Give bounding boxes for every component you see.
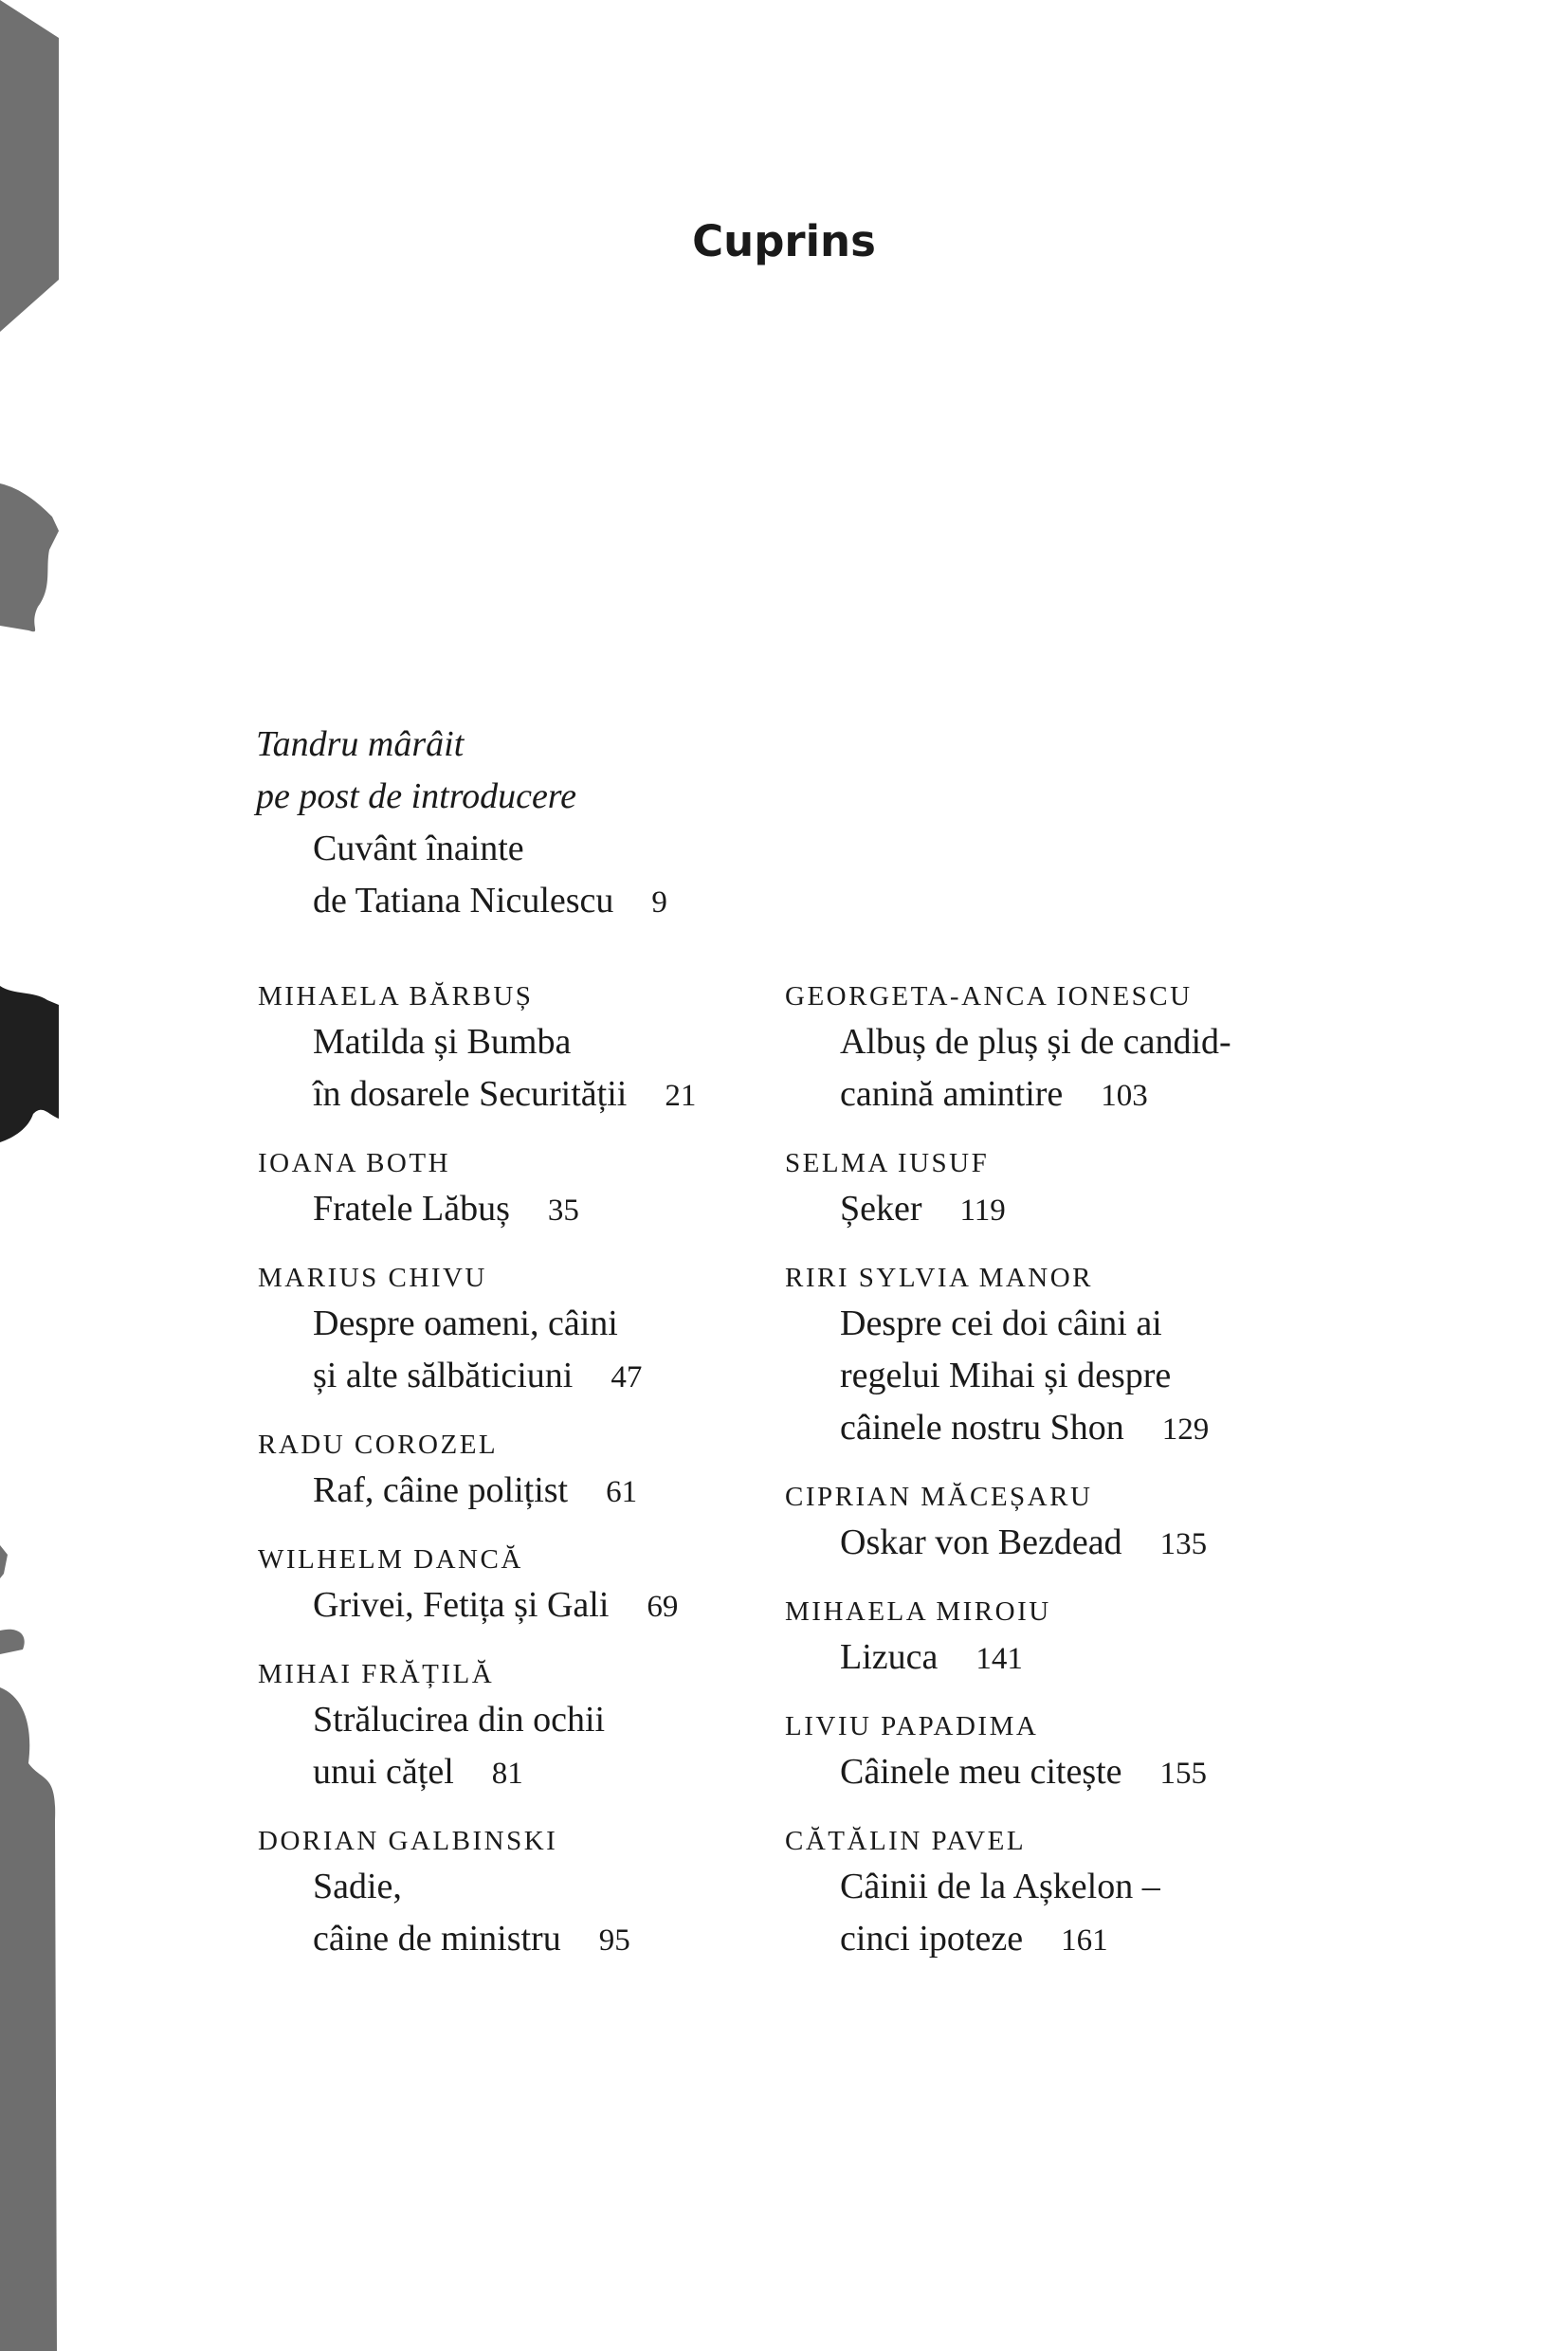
- chapter-title-text: câine de ministru: [313, 1919, 561, 1959]
- author-name: MIHAELA MIROIU: [785, 1596, 1051, 1627]
- chapter-title-text: Despre oameni, câini: [313, 1303, 618, 1343]
- chapter-title-line: [258, 1016, 696, 1068]
- page-number: 9: [651, 885, 667, 920]
- toc-entry: [258, 976, 696, 1122]
- page-number: 95: [598, 1923, 630, 1958]
- chapter-title-text: Câinele meu citește: [840, 1752, 1122, 1792]
- toc-entry: [785, 1477, 1231, 1571]
- toc-column-right: [785, 976, 1231, 1988]
- toc-entry: [258, 1821, 696, 1967]
- chapter-title-line: [785, 1068, 1231, 1122]
- chapter-title-line: [785, 1746, 1231, 1800]
- chapter-title-text: Strălucirea din ochii: [313, 1700, 606, 1740]
- page-number: 47: [611, 1360, 643, 1394]
- edge-illustration: [0, 0, 66, 2351]
- toc-entry: [785, 1143, 1231, 1237]
- chapter-title-text: Grivei, Fetița și Gali: [313, 1585, 610, 1625]
- intro-heading-line: Tandru mârâit: [256, 724, 465, 764]
- chapter-title-line: [258, 1068, 696, 1122]
- toc-entry: [785, 1258, 1231, 1456]
- chapter-title-text: și alte sălbăticiuni: [313, 1356, 574, 1395]
- toc-entry: [258, 1654, 696, 1800]
- chapter-title-text: în dosarele Securității: [313, 1074, 628, 1114]
- author-name: IOANA BOTH: [258, 1148, 451, 1178]
- toc-entry: [258, 1258, 696, 1404]
- chapter-title-text: Lizuca: [840, 1637, 939, 1677]
- chapter-title-text: Despre cei doi câini ai: [840, 1303, 1162, 1343]
- chapter-title-text: Sadie,: [313, 1867, 402, 1906]
- author-name: MIHAELA BĂRBUȘ: [258, 981, 534, 1011]
- chapter-title-text: Matilda și Bumba: [313, 1022, 572, 1062]
- chapter-title-text: Oskar von Bezdead: [840, 1522, 1122, 1562]
- chapter-title-line: [785, 1016, 1231, 1068]
- toc-entry: [785, 1706, 1231, 1800]
- page-number: 141: [975, 1642, 1023, 1676]
- author-name: SELMA IUSUF: [785, 1148, 990, 1178]
- page-number: 155: [1159, 1757, 1208, 1791]
- page-number: 119: [959, 1194, 1006, 1228]
- page-number: 129: [1161, 1412, 1210, 1447]
- chapter-title-line: [258, 1913, 696, 1967]
- page-title: Cuprins: [692, 216, 876, 266]
- author-name: DORIAN GALBINSKI: [258, 1826, 558, 1856]
- chapter-title-line: [785, 1298, 1231, 1350]
- author-name: RADU COROZEL: [258, 1430, 499, 1460]
- chapter-title-text: Raf, câine polițist: [313, 1470, 569, 1510]
- page-number: 103: [1101, 1079, 1148, 1113]
- intro-entry: [256, 719, 667, 929]
- toc-column-left: [258, 976, 696, 1988]
- chapter-title-line: [785, 1517, 1231, 1571]
- chapter-title-text: unui cățel: [313, 1752, 454, 1792]
- chapter-title-text: câinele nostru Shon: [840, 1408, 1124, 1448]
- author-name: MIHAI FRĂȚILĂ: [258, 1659, 495, 1689]
- intro-subtitle-line: Cuvânt înainte: [313, 829, 524, 868]
- chapter-title-line: [258, 1183, 696, 1237]
- chapter-title-text: Albuș de pluș și de candid-: [840, 1022, 1231, 1062]
- chapter-title-line: [258, 1861, 696, 1913]
- chapter-title-line: [785, 1913, 1231, 1967]
- chapter-title-line: [258, 1298, 696, 1350]
- page-number: 35: [547, 1194, 579, 1228]
- author-name: CĂTĂLIN PAVEL: [785, 1826, 1027, 1856]
- page-number: 81: [491, 1757, 523, 1791]
- chapter-title-line: [258, 1350, 696, 1404]
- author-name: CIPRIAN MĂCEȘARU: [785, 1482, 1093, 1512]
- author-name: LIVIU PAPADIMA: [785, 1711, 1039, 1741]
- toc-entry: [258, 1540, 696, 1633]
- page-number: 161: [1061, 1923, 1108, 1958]
- chapter-title-line: [785, 1861, 1231, 1913]
- toc-entry: [785, 1821, 1231, 1967]
- chapter-title-line: [258, 1579, 696, 1633]
- chapter-title-line: [258, 1694, 696, 1746]
- page-number: 135: [1159, 1527, 1208, 1561]
- chapter-title-text: Fratele Lăbuș: [313, 1189, 510, 1229]
- intro-heading-line: pe post de introducere: [256, 776, 577, 816]
- chapter-title-text: cinci ipoteze: [840, 1919, 1024, 1959]
- chapter-title-line: [785, 1631, 1231, 1686]
- chapter-title-text: canină amintire: [840, 1074, 1064, 1114]
- chapter-title-line: [785, 1350, 1231, 1402]
- intro-subtitle-text: de Tatiana Niculescu: [313, 881, 614, 920]
- author-name: RIRI SYLVIA MANOR: [785, 1263, 1094, 1293]
- toc-entry: [258, 1143, 696, 1237]
- chapter-title-line: [785, 1183, 1231, 1237]
- author-name: GEORGETA-ANCA IONESCU: [785, 981, 1193, 1011]
- chapter-title-line: [258, 1746, 696, 1800]
- chapter-title-text: Șeker: [840, 1189, 922, 1229]
- author-name: MARIUS CHIVU: [258, 1263, 487, 1293]
- page-number: 69: [647, 1590, 679, 1624]
- page-number: 21: [665, 1079, 697, 1113]
- chapter-title-line: [258, 1465, 696, 1519]
- toc-entry: [258, 1425, 696, 1519]
- chapter-title-text: regelui Mihai și despre: [840, 1356, 1172, 1395]
- toc-entry: [785, 976, 1231, 1122]
- intro-subtitle-line: [256, 875, 667, 929]
- chapter-title-text: Câinii de la Așkelon –: [840, 1867, 1160, 1906]
- chapter-title-line: [785, 1402, 1231, 1456]
- author-name: WILHELM DANCĂ: [258, 1544, 523, 1575]
- toc-entry: [785, 1592, 1231, 1686]
- page-number: 61: [606, 1475, 638, 1509]
